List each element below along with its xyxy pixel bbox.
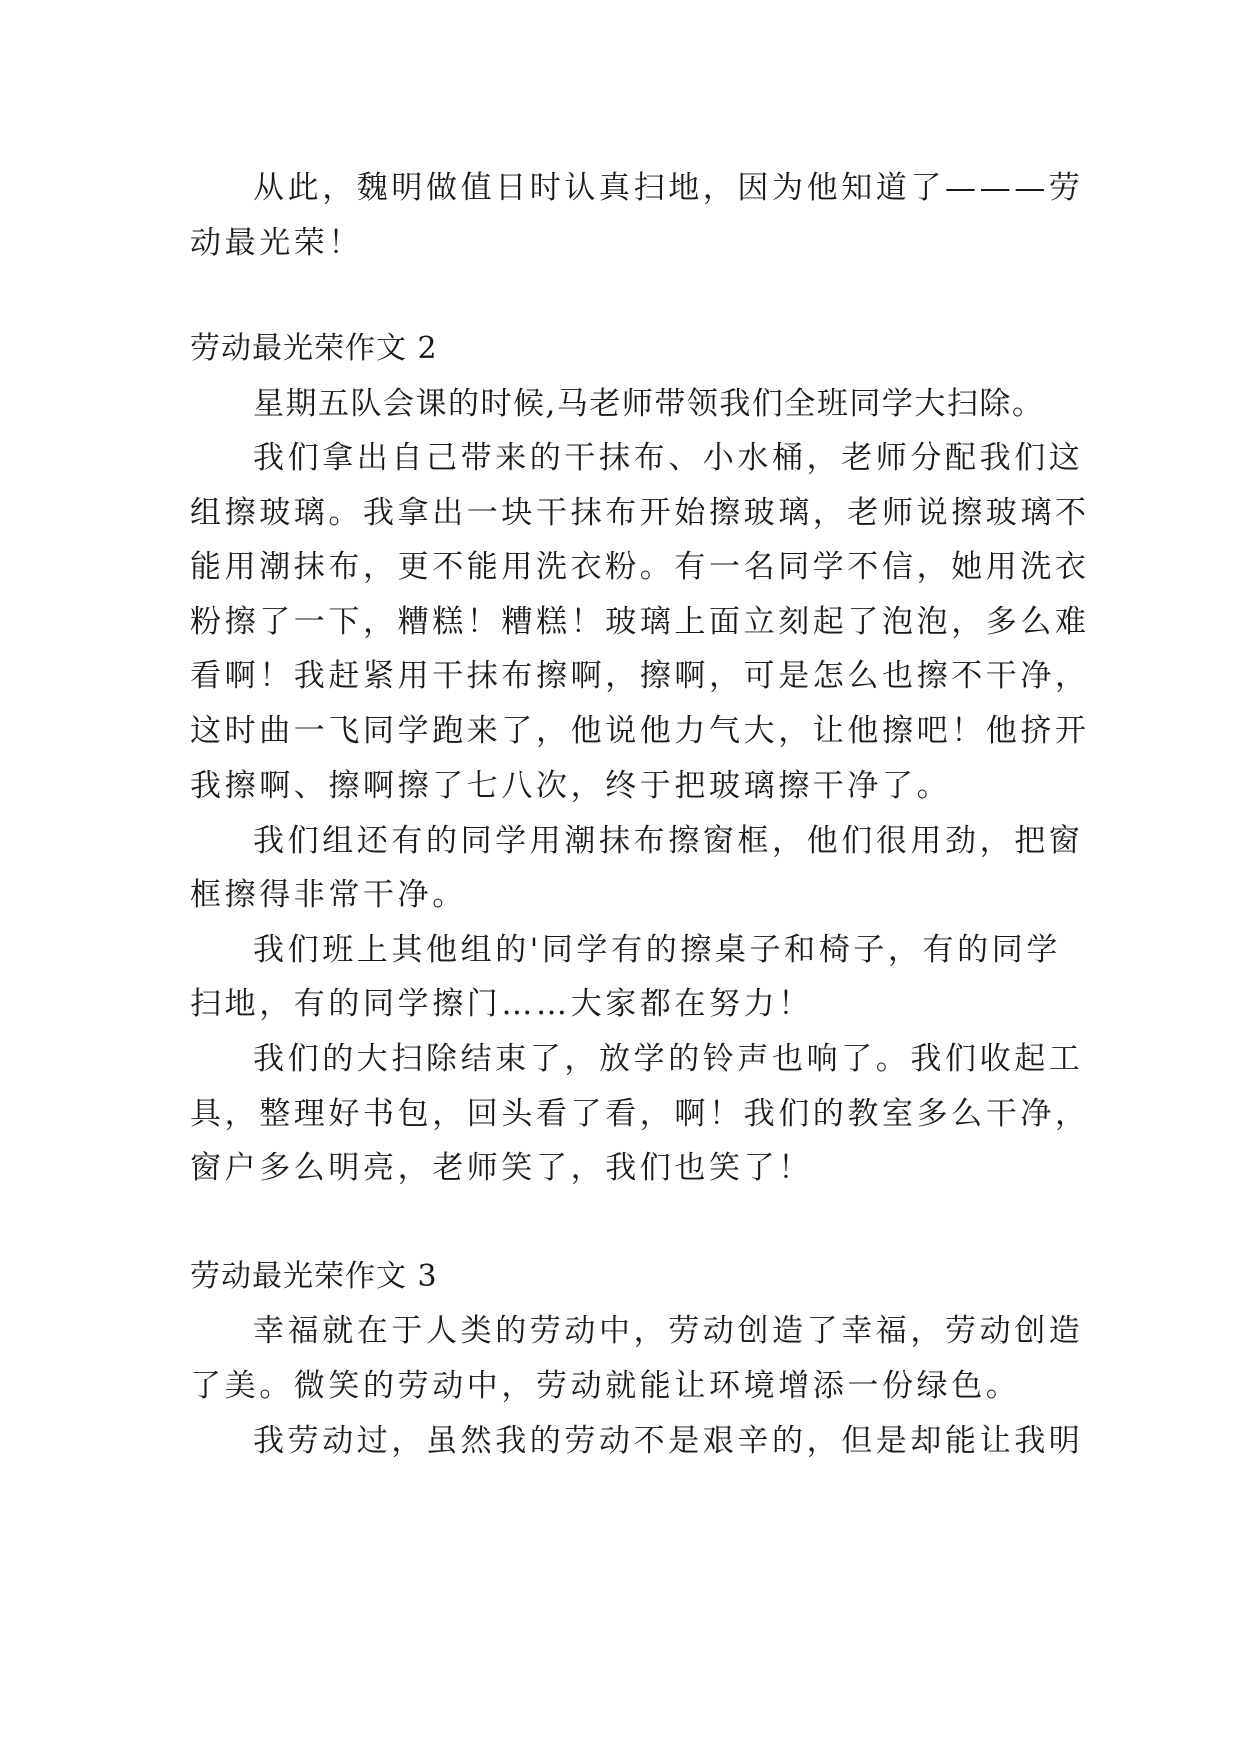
paragraph-line: 动最光荣！ bbox=[190, 225, 363, 261]
paragraph-line: 窗户多么明亮，老师笑了，我们也笑了！ bbox=[190, 1150, 813, 1186]
paragraph-line: 幸福就在于人类的劳动中，劳动创造了幸福，劳动创造 bbox=[253, 1313, 1084, 1349]
paragraph-line: 我们组还有的同学用潮抹布擦窗框，他们很用劲，把窗 bbox=[253, 823, 1084, 859]
paragraph-line: 扫地，有的同学擦门……大家都在努力！ bbox=[190, 986, 813, 1022]
paragraph-line: 这时曲一飞同学跑来了，他说他力气大，让他擦吧！他挤开 bbox=[190, 713, 1090, 749]
paragraph-line: 我劳动过，虽然我的劳动不是艰辛的，但是却能让我明 bbox=[253, 1423, 1084, 1459]
paragraph-line: 框擦得非常干净。 bbox=[190, 877, 467, 913]
paragraph-line: 能用潮抹布，更不能用洗衣粉。有一名同学不信，她用洗衣 bbox=[190, 549, 1090, 585]
essay-title: 劳动最光荣作文 2 bbox=[190, 331, 438, 366]
paragraph-line: 粉擦了一下，糟糕！糟糕！玻璃上面立刻起了泡泡，多么难 bbox=[190, 604, 1090, 640]
paragraph-line: 星期五队会课的时候,马老师带领我们全班同学大扫除。 bbox=[253, 386, 1045, 422]
paragraph-line: 我们的大扫除结束了，放学的铃声也响了。我们收起工 bbox=[253, 1041, 1084, 1077]
paragraph-line: 我擦啊、擦啊擦了七八次，终于把玻璃擦干净了。 bbox=[190, 768, 952, 804]
paragraph-line: 看啊！我赶紧用干抹布擦啊，擦啊，可是怎么也擦不干净， bbox=[190, 658, 1090, 694]
paragraph-line: 我们班上其他组的'同学有的擦桌子和椅子，有的同学 bbox=[253, 932, 1061, 968]
paragraph-line: 组擦玻璃。我拿出一块干抹布开始擦玻璃，老师说擦玻璃不 bbox=[190, 495, 1090, 531]
paragraph-line: 了美。微笑的劳动中，劳动就能让环境增添一份绿色。 bbox=[190, 1368, 1021, 1404]
paragraph-line: 具，整理好书包，回头看了看，啊！我们的教室多么干净， bbox=[190, 1096, 1090, 1132]
paragraph-line: 从此，魏明做值日时认真扫地，因为他知道了———劳 bbox=[253, 170, 1084, 206]
essay-title: 劳动最光荣作文 3 bbox=[190, 1259, 438, 1294]
paragraph-line: 我们拿出自己带来的干抹布、小水桶，老师分配我们这 bbox=[253, 440, 1084, 476]
